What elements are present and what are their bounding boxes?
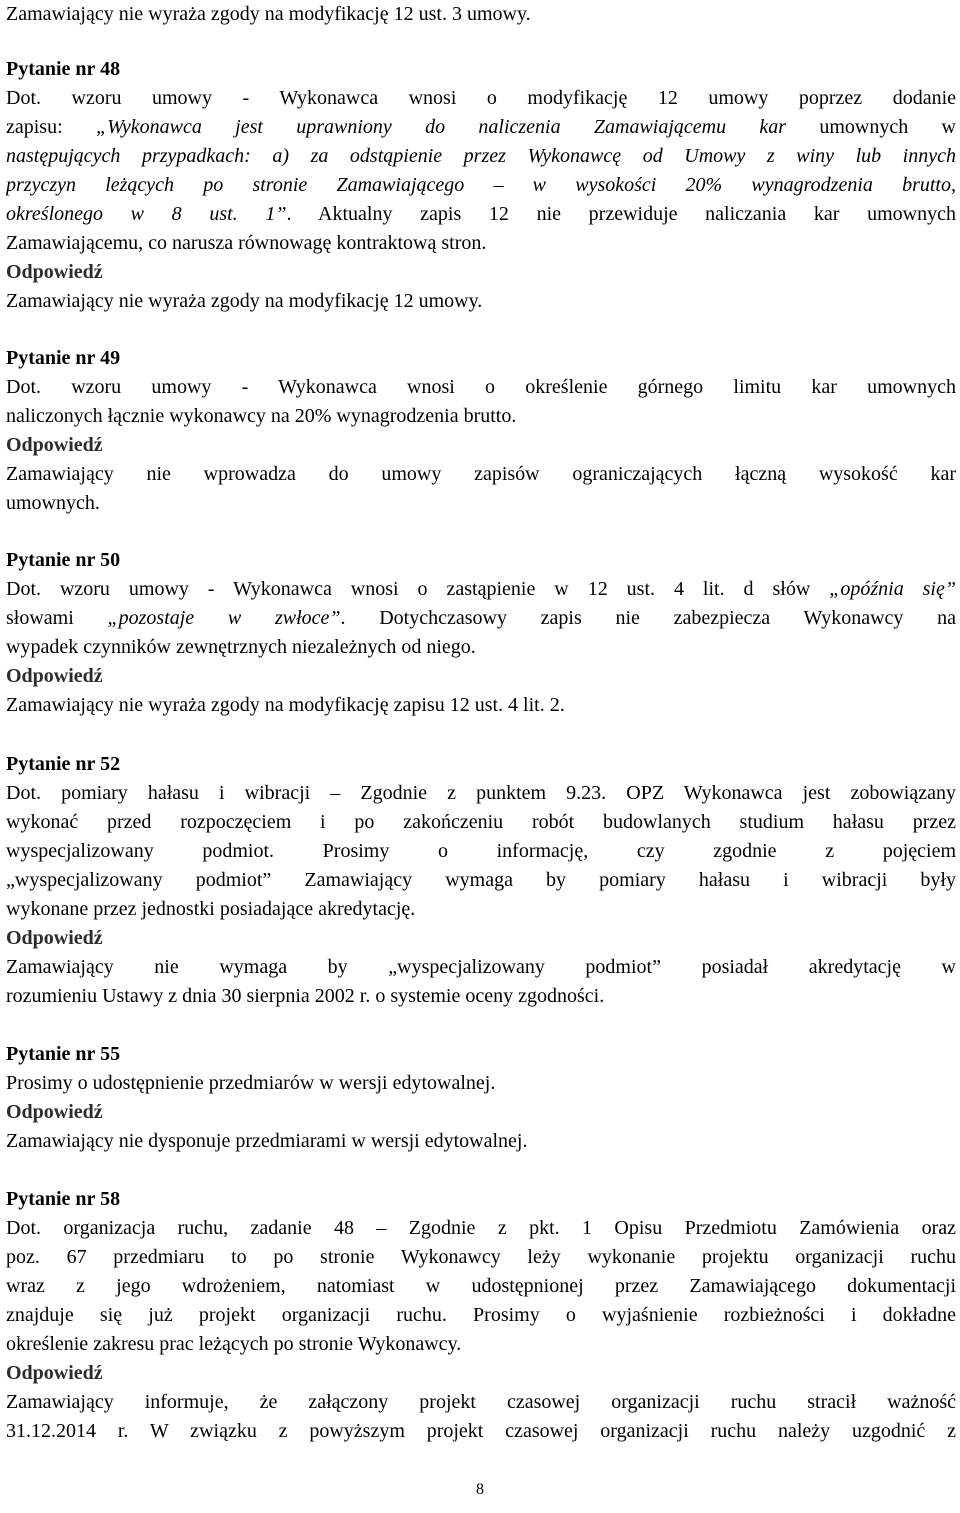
answer-label: Odpowiedź (6, 1362, 103, 1384)
text-line: wykonane przez jednostki posiadające akredytację. (6, 898, 416, 920)
answer-text: Zamawiający nie dysponuje przedmiarami w wersji edytowalnej. (6, 1130, 528, 1152)
text-segment: . Dotychczasowy zapis nie zabezpiecza Wykonawcy na (340, 607, 956, 629)
quoted-clause: określonego w 8 ust. 1” (6, 203, 287, 225)
answer-text: 31.12.2014 r. W związku z powyższym projekt czasowej organizacji ruchu należy uzgodnić z (6, 1420, 956, 1442)
answer-label: Odpowiedź (6, 434, 103, 456)
quoted-clause-line: następujących przypadkach: a) za odstąpienie przez Wykonawcę od Umowy z winy lub innych (6, 145, 956, 167)
text-segment: słowami (6, 607, 108, 629)
text-segment: . Aktualny zapis 12 nie przewiduje naliczania kar umownych (286, 203, 956, 225)
answer-text: Zamawiający nie wprowadza do umowy zapisów ograniczających łączną wysokość kar (6, 463, 956, 485)
text-line: Dot. wzoru umowy - Wykonawca wnosi o modyfikację 12 umowy poprzez dodanie (6, 87, 956, 109)
answer-label: Odpowiedź (6, 665, 103, 687)
text-line: Prosimy o udostępnienie przedmiarów w wersji edytowalnej. (6, 1072, 496, 1094)
text-line: wraz z jego wdrożeniem, natomiast w udostępnionej przez Zamawiającego dokumentacji (6, 1275, 956, 1297)
text-line: naliczonych łącznie wykonawcy na 20% wynagrodzenia brutto. (6, 405, 517, 427)
text-line: wypadek czynników zewnętrznych niezależnych od niego. (6, 636, 476, 658)
answer-text: Zamawiający nie wymaga by „wyspecjalizowany podmiot” posiadał akredytację w (6, 956, 956, 978)
answer-label: Odpowiedź (6, 1101, 103, 1123)
text-line: Dot. wzoru umowy - Wykonawca wnosi o określenie górnego limitu kar umownych (6, 376, 956, 398)
text-segment: Dot. wzoru umowy - Wykonawca wnosi o zastąpienie w 12 ust. 4 lit. d słów (6, 578, 830, 600)
question-heading: Pytanie nr 48 (6, 58, 121, 80)
page-number: 8 (476, 1481, 484, 1498)
quoted-phrase: „opóźnia się” (829, 578, 956, 600)
text-line (6, 604, 956, 633)
text-line (6, 200, 956, 229)
answer-text: Zamawiający nie wyraża zgody na modyfikację zapisu 12 ust. 4 lit. 2. (6, 694, 565, 716)
text-line: wykonać przed rozpoczęciem i po zakończeniu robót budowlanych studium hałasu przez (6, 811, 956, 833)
answer-text: Zamawiający informuje, że załączony projekt czasowej organizacji ruchu stracił ważność (6, 1391, 956, 1413)
question-heading: Pytanie nr 58 (6, 1188, 121, 1210)
quoted-clause: „Wykonawca jest uprawniony do naliczenia Zamawiającemu kar (95, 116, 787, 138)
question-heading: Pytanie nr 52 (6, 753, 121, 775)
question-heading: Pytanie nr 50 (6, 549, 121, 571)
quoted-clause-line: przyczyn leżących po stronie Zamawiającego – w wysokości 20% wynagrodzenia brutto, (6, 174, 956, 196)
text-segment: zapisu: (6, 116, 96, 138)
text-line: „wyspecjalizowany podmiot” Zamawiający wymaga by pomiary hałasu i wibracji były (6, 869, 956, 891)
text-line: określenie zakresu prac leżących po stronie Wykonawcy. (6, 1333, 462, 1355)
text-line: wyspecjalizowany podmiot. Prosimy o informację, czy zgodnie z pojęciem (6, 840, 956, 862)
text-line: Dot. pomiary hałasu i wibracji – Zgodnie z punktem 9.23. OPZ Wykonawca jest zobowiązany (6, 782, 956, 804)
question-heading: Pytanie nr 49 (6, 347, 121, 369)
quoted-phrase: „pozostaje w zwłoce” (107, 607, 341, 629)
text-line: Dot. organizacja ruchu, zadanie 48 – Zgodnie z pkt. 1 Opisu Przedmiotu Zamówienia oraz (6, 1217, 956, 1239)
answer-text: rozumieniu Ustawy z dnia 30 sierpnia 2002 r. o systemie oceny zgodności. (6, 985, 605, 1007)
text-line: Zamawiający nie wyraża zgody na modyfikację 12 ust. 3 umowy. (6, 3, 531, 25)
answer-label: Odpowiedź (6, 261, 103, 283)
text-line (6, 113, 956, 142)
text-segment: umownych w (786, 116, 956, 138)
answer-text: umownych. (6, 492, 100, 514)
question-heading: Pytanie nr 55 (6, 1043, 121, 1065)
answer-text: Zamawiający nie wyraża zgody na modyfikację 12 umowy. (6, 290, 483, 312)
text-line: poz. 67 przedmiaru to po stronie Wykonawcy leży wykonanie projektu organizacji ruchu (6, 1246, 956, 1268)
text-line: znajduje się już projekt organizacji ruchu. Prosimy o wyjaśnienie rozbieżności i dokładne (6, 1304, 956, 1326)
answer-label: Odpowiedź (6, 927, 103, 949)
text-line (6, 575, 956, 604)
text-line: Zamawiającemu, co narusza równowagę kontraktową stron. (6, 232, 487, 254)
